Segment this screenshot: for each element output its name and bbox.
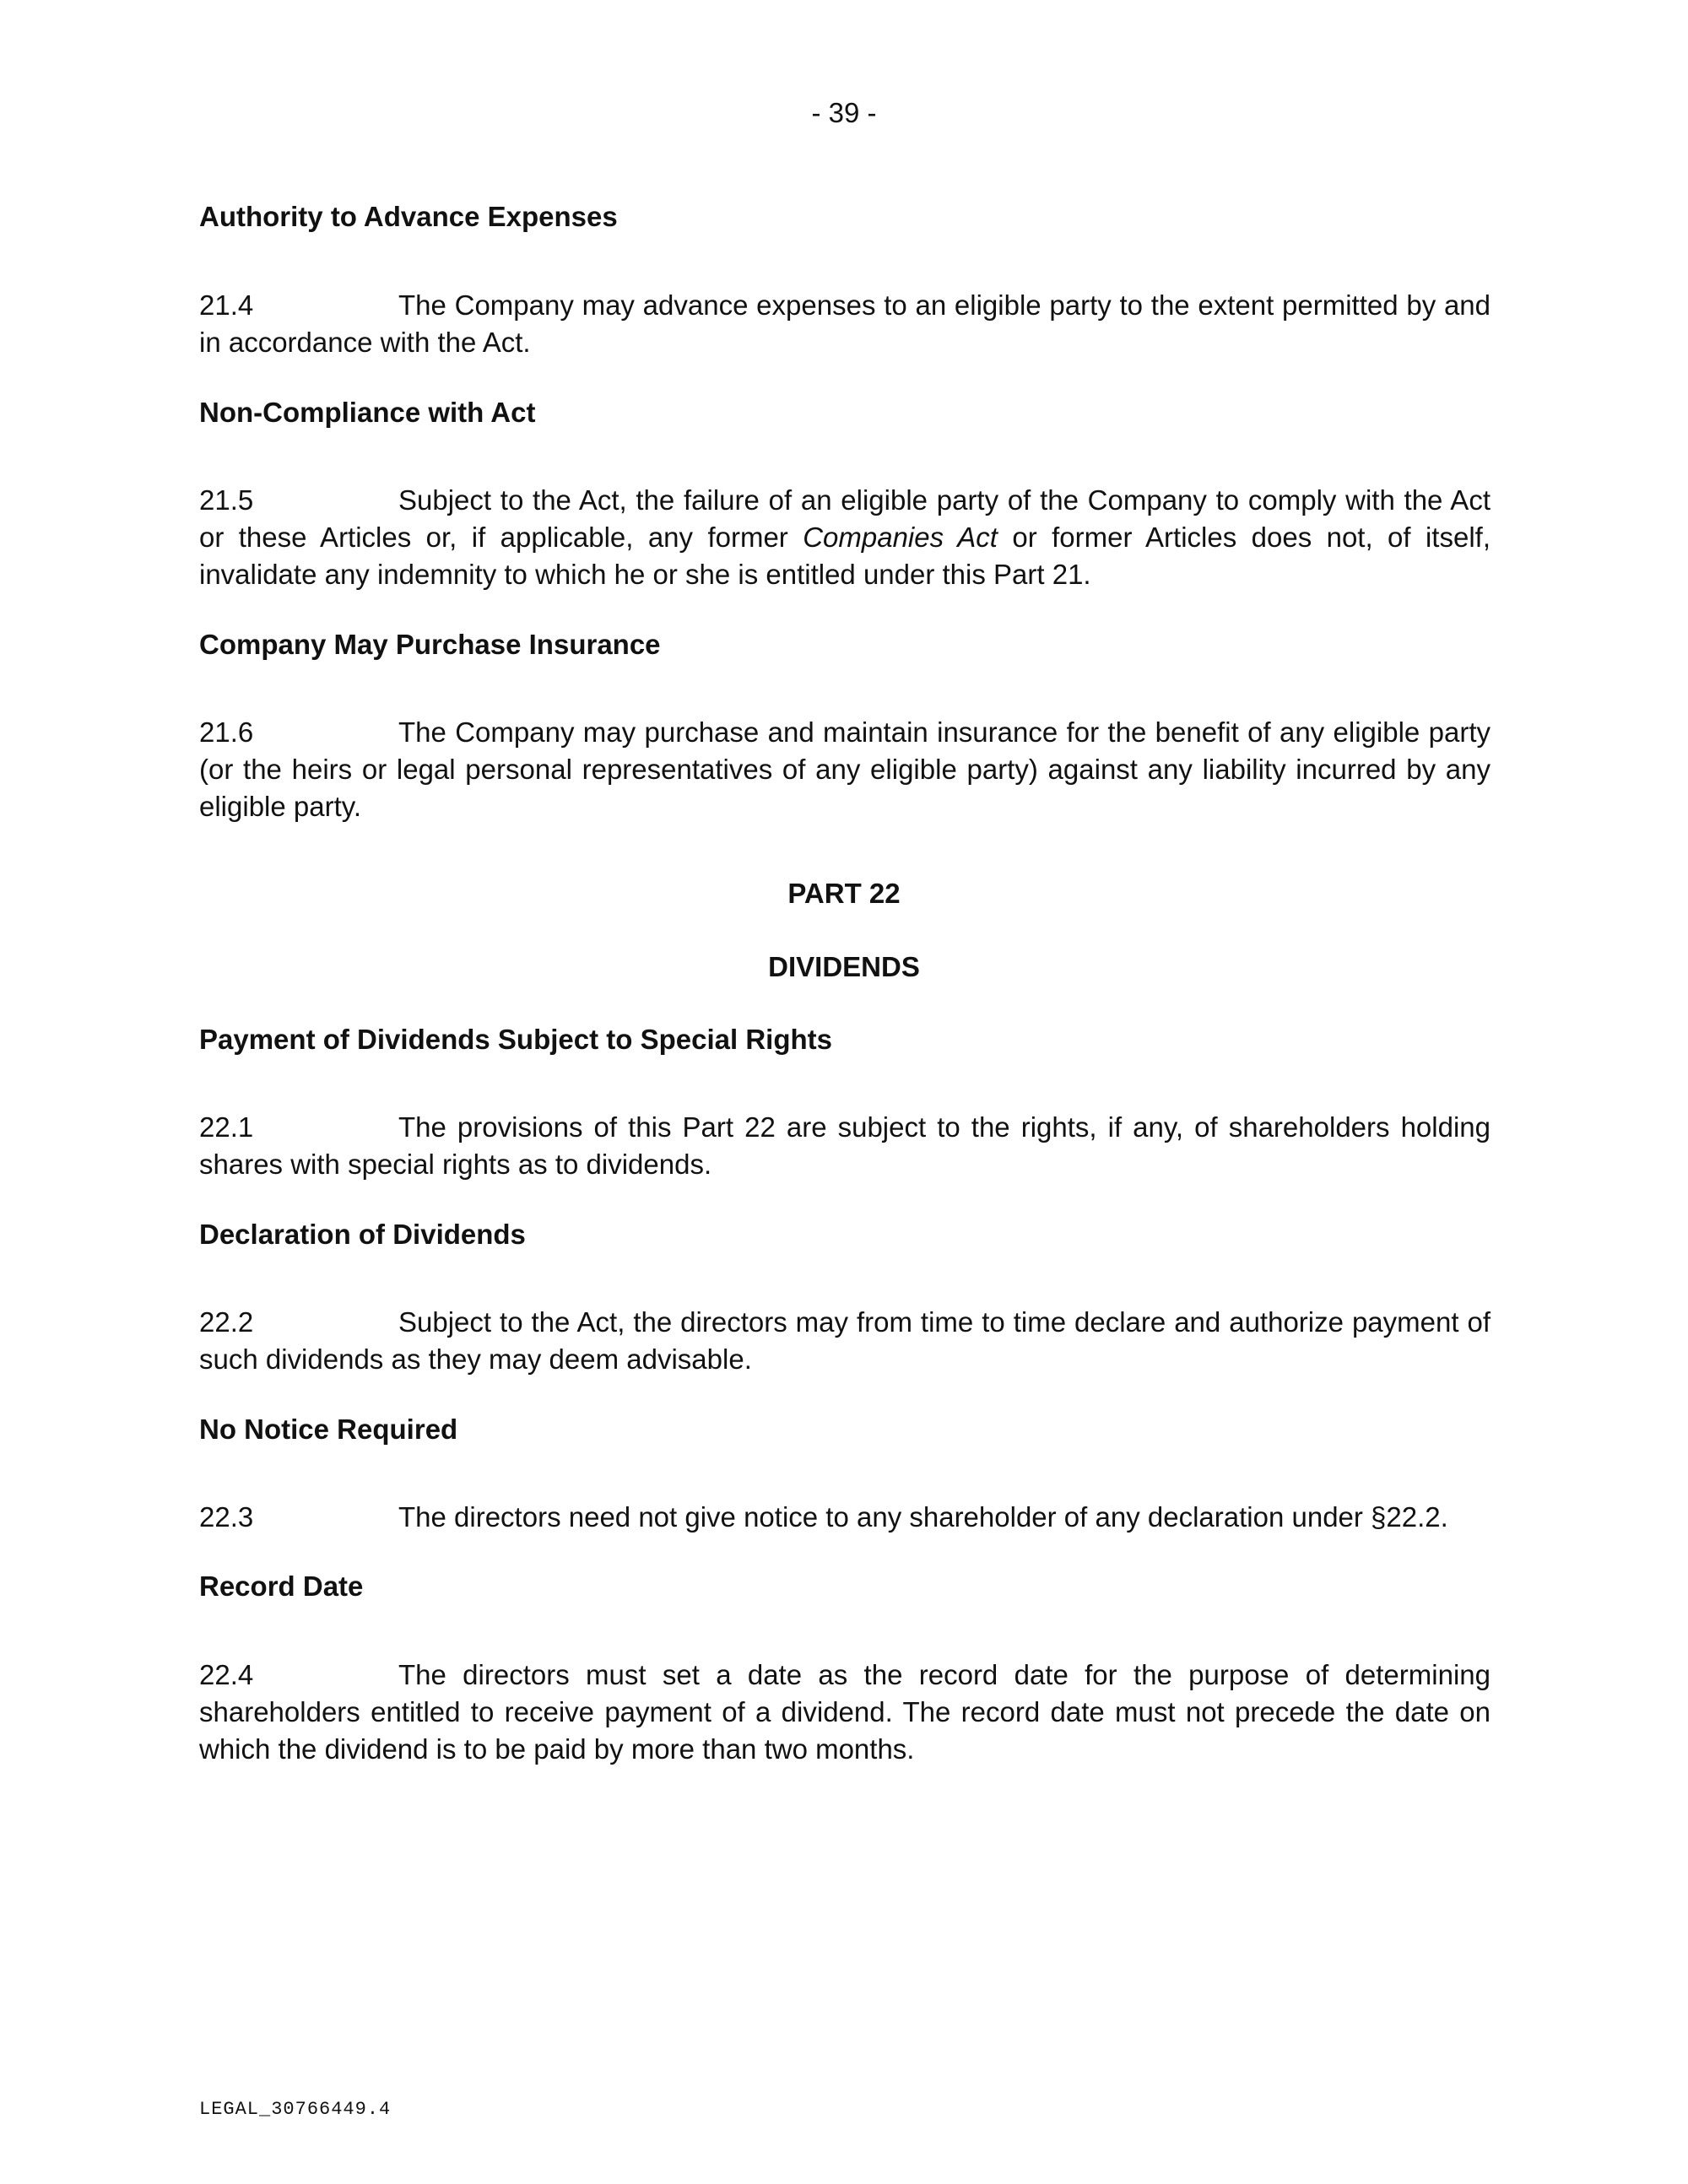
section-heading: Non-Compliance with Act	[199, 397, 536, 428]
paragraph-21-4	[199, 287, 1491, 361]
clause-number: 22.2	[199, 1306, 254, 1338]
clause-number: 22.3	[199, 1501, 254, 1533]
clause-number: 22.4	[199, 1659, 254, 1690]
clause-text: or former Articles does not, of itself, invalidate any indemnity to which he or she is entitled under this Part 21.	[199, 522, 1491, 590]
clause-text: The provisions of this Part 22 are subject to the rights, if any, of shareholders holding shares with special rights as to dividends.	[199, 1111, 1491, 1180]
paragraph-21-6	[199, 714, 1491, 825]
clause-number: 22.1	[199, 1111, 254, 1143]
clause-text: Subject to the Act, the failure of an eligible party of the Company to comply with the Act or these Articles or, if applicable, any former	[199, 484, 1491, 553]
section-heading: Declaration of Dividends	[199, 1219, 526, 1250]
section-heading: Record Date	[199, 1570, 364, 1602]
paragraph-22-3	[199, 1499, 1491, 1536]
clause-text: The Company may purchase and maintain insurance for the benefit of any eligible party (or the heirs or legal personal representatives of any eligible party) against any liability incurred by any eligible party.	[199, 716, 1491, 822]
clause-text-italic: Companies Act	[803, 522, 998, 553]
document-footer-id: LEGAL_30766449.4	[199, 2099, 392, 2120]
paragraph-22-1	[199, 1109, 1491, 1183]
clause-number: 21.4	[199, 289, 254, 321]
section-heading: Authority to Advance Expenses	[199, 201, 618, 232]
section-heading: Company May Purchase Insurance	[199, 629, 661, 660]
part-title: DIVIDENDS	[768, 951, 920, 982]
clause-number: 21.6	[199, 716, 254, 748]
paragraph-22-4	[199, 1657, 1491, 1768]
page-number: - 39 -	[811, 97, 877, 128]
clause-text: The Company may advance expenses to an eligible party to the extent permitted by and in accordance with the Act.	[199, 289, 1491, 358]
clause-number: 21.5	[199, 484, 254, 516]
paragraph-22-2	[199, 1304, 1491, 1378]
section-heading: Payment of Dividends Subject to Special Rights	[199, 1024, 832, 1055]
paragraph-21-5	[199, 482, 1491, 593]
clause-text: The directors must set a date as the record date for the purpose of determining shareholders entitled to receive payment of a dividend. The record date must not precede the date on which the dividend is to be paid by more than two months.	[199, 1659, 1491, 1765]
part-label: PART 22	[787, 878, 901, 909]
clause-text: The directors need not give notice to any shareholder of any declaration under §22.2.	[398, 1501, 1448, 1533]
section-heading: No Notice Required	[199, 1414, 458, 1445]
clause-text: Subject to the Act, the directors may from time to time declare and authorize payment of such dividends as they may deem advisable.	[199, 1306, 1491, 1375]
